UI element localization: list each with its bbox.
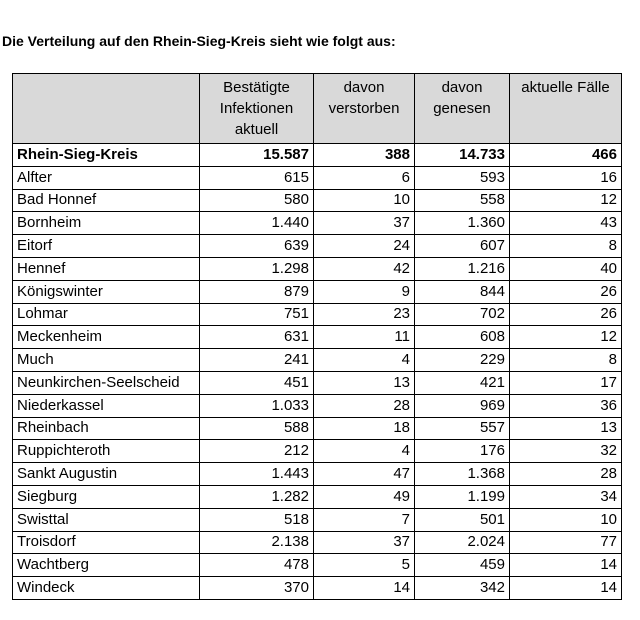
active-cell: 77 (510, 531, 622, 554)
confirmed-cell: 879 (200, 280, 314, 303)
header-active-cases: aktuelle Fälle (510, 74, 622, 144)
confirmed-cell: 518 (200, 508, 314, 531)
confirmed-cell: 631 (200, 326, 314, 349)
confirmed-cell: 1.443 (200, 463, 314, 486)
deceased-cell: 42 (314, 257, 415, 280)
region-cell: Hennef (13, 257, 200, 280)
deceased-cell: 47 (314, 463, 415, 486)
active-cell: 28 (510, 463, 622, 486)
table-row (13, 485, 622, 508)
recovered-cell: 459 (415, 554, 510, 577)
deceased-cell: 28 (314, 394, 415, 417)
header-row (13, 74, 622, 144)
table-row (13, 577, 622, 600)
region-cell: Bad Honnef (13, 189, 200, 212)
active-cell: 10 (510, 508, 622, 531)
deceased-cell: 10 (314, 189, 415, 212)
active-cell: 16 (510, 166, 622, 189)
region-cell: Windeck (13, 577, 200, 600)
table-row (13, 463, 622, 486)
table-row (13, 508, 622, 531)
recovered-cell: 342 (415, 577, 510, 600)
active-cell: 26 (510, 303, 622, 326)
header-region (13, 74, 200, 144)
deceased-cell: 7 (314, 508, 415, 531)
active-cell: 17 (510, 371, 622, 394)
header-recovered: davon genesen (415, 74, 510, 144)
table-row (13, 212, 622, 235)
recovered-cell: 1.368 (415, 463, 510, 486)
recovered-cell: 557 (415, 417, 510, 440)
confirmed-cell: 451 (200, 371, 314, 394)
region-cell: Troisdorf (13, 531, 200, 554)
recovered-cell: 844 (415, 280, 510, 303)
deceased-cell: 13 (314, 371, 415, 394)
recovered-cell: 969 (415, 394, 510, 417)
deceased-cell: 37 (314, 212, 415, 235)
recovered-cell: 14.733 (415, 144, 510, 167)
deceased-cell: 6 (314, 166, 415, 189)
region-cell: Swisttal (13, 508, 200, 531)
active-cell: 26 (510, 280, 622, 303)
deceased-cell: 388 (314, 144, 415, 167)
deceased-cell: 37 (314, 531, 415, 554)
confirmed-cell: 241 (200, 349, 314, 372)
table-row (13, 417, 622, 440)
recovered-cell: 1.360 (415, 212, 510, 235)
recovered-cell: 608 (415, 326, 510, 349)
active-cell: 14 (510, 554, 622, 577)
active-cell: 32 (510, 440, 622, 463)
region-cell: Sankt Augustin (13, 463, 200, 486)
table-row (13, 257, 622, 280)
recovered-cell: 702 (415, 303, 510, 326)
table-row (13, 371, 622, 394)
deceased-cell: 14 (314, 577, 415, 600)
table-row (13, 235, 622, 258)
deceased-cell: 23 (314, 303, 415, 326)
confirmed-cell: 751 (200, 303, 314, 326)
recovered-cell: 607 (415, 235, 510, 258)
deceased-cell: 49 (314, 485, 415, 508)
total-row (13, 144, 622, 167)
active-cell: 40 (510, 257, 622, 280)
confirmed-cell: 2.138 (200, 531, 314, 554)
table-row (13, 280, 622, 303)
region-cell: Eitorf (13, 235, 200, 258)
table-row (13, 303, 622, 326)
recovered-cell: 176 (415, 440, 510, 463)
recovered-cell: 1.216 (415, 257, 510, 280)
region-cell: Rheinbach (13, 417, 200, 440)
deceased-cell: 11 (314, 326, 415, 349)
confirmed-cell: 1.298 (200, 257, 314, 280)
region-cell: Neunkirchen-Seelscheid (13, 371, 200, 394)
recovered-cell: 501 (415, 508, 510, 531)
recovered-cell: 1.199 (415, 485, 510, 508)
active-cell: 34 (510, 485, 622, 508)
active-cell: 36 (510, 394, 622, 417)
deceased-cell: 18 (314, 417, 415, 440)
recovered-cell: 229 (415, 349, 510, 372)
region-cell: Wachtberg (13, 554, 200, 577)
table-row (13, 440, 622, 463)
confirmed-cell: 639 (200, 235, 314, 258)
region-cell: Ruppichteroth (13, 440, 200, 463)
confirmed-cell: 370 (200, 577, 314, 600)
region-cell: Much (13, 349, 200, 372)
table-row (13, 189, 622, 212)
table-header (13, 74, 622, 144)
recovered-cell: 593 (415, 166, 510, 189)
region-cell: Bornheim (13, 212, 200, 235)
table-body (13, 144, 622, 600)
table-row (13, 554, 622, 577)
deceased-cell: 9 (314, 280, 415, 303)
header-deceased: davon verstorben (314, 74, 415, 144)
region-cell: Niederkassel (13, 394, 200, 417)
region-cell: Rhein-Sieg-Kreis (13, 144, 200, 167)
recovered-cell: 558 (415, 189, 510, 212)
active-cell: 14 (510, 577, 622, 600)
active-cell: 8 (510, 235, 622, 258)
region-cell: Meckenheim (13, 326, 200, 349)
deceased-cell: 5 (314, 554, 415, 577)
active-cell: 8 (510, 349, 622, 372)
region-cell: Alfter (13, 166, 200, 189)
confirmed-cell: 15.587 (200, 144, 314, 167)
confirmed-cell: 580 (200, 189, 314, 212)
deceased-cell: 4 (314, 440, 415, 463)
region-cell: Siegburg (13, 485, 200, 508)
region-cell: Königswinter (13, 280, 200, 303)
active-cell: 466 (510, 144, 622, 167)
confirmed-cell: 212 (200, 440, 314, 463)
confirmed-cell: 615 (200, 166, 314, 189)
recovered-cell: 2.024 (415, 531, 510, 554)
header-confirmed-infections: Bestätigte Infektionen aktuell (200, 74, 314, 144)
table-row (13, 166, 622, 189)
confirmed-cell: 588 (200, 417, 314, 440)
active-cell: 12 (510, 189, 622, 212)
page-heading: Die Verteilung auf den Rhein-Sieg-Kreis sieht wie folgt aus: (2, 33, 396, 49)
active-cell: 43 (510, 212, 622, 235)
active-cell: 13 (510, 417, 622, 440)
active-cell: 12 (510, 326, 622, 349)
deceased-cell: 4 (314, 349, 415, 372)
confirmed-cell: 1.282 (200, 485, 314, 508)
table-row (13, 394, 622, 417)
distribution-table (12, 73, 622, 600)
recovered-cell: 421 (415, 371, 510, 394)
region-cell: Lohmar (13, 303, 200, 326)
table-row (13, 326, 622, 349)
table-row (13, 349, 622, 372)
confirmed-cell: 478 (200, 554, 314, 577)
deceased-cell: 24 (314, 235, 415, 258)
confirmed-cell: 1.033 (200, 394, 314, 417)
table-row (13, 531, 622, 554)
confirmed-cell: 1.440 (200, 212, 314, 235)
